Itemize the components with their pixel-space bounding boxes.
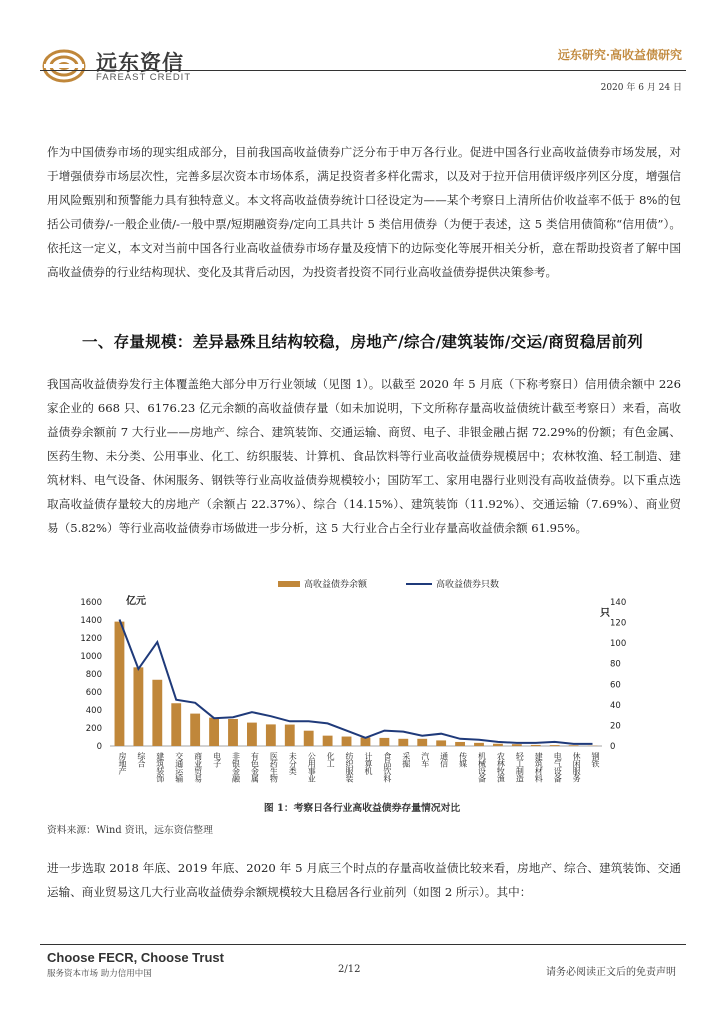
footer-slogan: 服务资本市场 助力信用中国 (47, 969, 152, 979)
footer-divider (40, 944, 686, 945)
logo-chinese-name: 远东资信 (96, 51, 184, 75)
category-label: 综合 (136, 752, 146, 767)
footer-brand: Choose FECR, Choose Trust (47, 950, 224, 965)
right-axis-tick-label: 40 (610, 700, 621, 711)
legend-label-count: 高收益债券只数 (436, 580, 500, 590)
left-axis-tick-label: 1000 (80, 652, 102, 662)
stock-scale-paragraph: 我国高收益债券发行主体覆盖绝大部分申万行业领域（见图 1）。以截至 2020 年 5 月底（下称考察日）信用债余额中 226 家企业的 668 只、6176.23 亿元余额的高收益债存量（如未加说明，下文所称存量高收益债统计截至考察日）来看，高收益债券余额前 7 大行业——房地产、综合、建筑装饰、交通运输、商贸、电子、非银金融占据 72.29%的份额；有色金属、医药生物、未分类、公用事业、化工、纺织服装、计算机、食品饮料等行业高收益债券规模居中；农林牧渔、轻工制造、建筑材料、电气设备、休闲服务、钢铁等行业高收益债券规模较小；国防军工、家用电器行业则没有高收益债券。以下重点选取高收益债存量较大的房地产（余额占 22.37%）、综合（14.15%）、建筑装饰（11.92%）、交通运输（7.69%）、商业贸易（5.82%）等行业高收益债券市场做进一步分析，这 5 大行业合占全行业存量高收益债余额 61.95%。 (47, 377, 681, 535)
left-axis-tick-label: 0 (96, 742, 102, 752)
fareast-logo-icon (42, 44, 90, 86)
page-number: 2/12 (338, 964, 361, 975)
category-label: 休闲服务 (572, 752, 582, 782)
logo-english-name: FAREAST CREDIT (96, 72, 192, 83)
left-axis-tick-label: 600 (85, 688, 102, 698)
category-label: 未分类 (288, 752, 298, 775)
legend-label-balance: 高收益债券余额 (304, 580, 368, 590)
bar-balance (247, 723, 257, 746)
bar-balance (115, 622, 125, 746)
company-logo (42, 44, 242, 86)
comparison-paragraph: 进一步选取 2018 年底、2019 年底、2020 年 5 月底三个时点的存量高收益债比较来看，房地产、综合、建筑装饰、交通运输、商业贸易这几大行业高收益债券余额规模较大且稳居各行业前列（如图 2 所示）。其中： (47, 861, 681, 899)
bar-balance (228, 719, 238, 746)
header-divider (40, 70, 686, 71)
bar-balance (474, 743, 484, 746)
category-label: 传媒 (458, 752, 468, 767)
section-heading: 一、存量规模：差异悬殊且结构较稳，房地产/综合/建筑装饰/交运/商贸稳居前列 (82, 332, 644, 351)
category-label: 钢铁 (591, 752, 601, 767)
report-series-title: 远东研究·高收益债研究 (557, 48, 682, 62)
category-label: 计算机 (363, 752, 373, 775)
bar-balance (569, 745, 579, 746)
right-axis-tick-label: 60 (610, 680, 621, 691)
bar-balance (512, 744, 522, 746)
category-label: 房地产 (117, 752, 127, 775)
legend-swatch-balance (278, 581, 300, 587)
category-label: 非银金融 (231, 752, 241, 782)
bar-balance (493, 744, 503, 746)
left-axis-unit: 亿元 (126, 596, 146, 607)
category-label: 电气设备 (553, 752, 563, 782)
bar-balance (133, 667, 143, 746)
left-axis-tick-label: 1200 (80, 634, 102, 644)
left-axis-tick-label: 800 (85, 670, 102, 680)
left-axis-tick-label: 1400 (80, 616, 102, 626)
right-axis-tick-label: 80 (610, 659, 621, 670)
bar-balance (550, 745, 560, 746)
category-label: 食品饮料 (382, 752, 392, 782)
bar-balance (209, 718, 219, 746)
bar-balance (417, 739, 427, 746)
category-label: 机械设备 (477, 752, 487, 782)
bar-balance (436, 740, 446, 746)
right-axis-unit: 只 (600, 608, 610, 619)
right-axis-tick-label: 140 (610, 598, 627, 608)
right-axis-tick-label: 100 (610, 639, 627, 650)
category-label: 交通运输 (174, 752, 184, 782)
right-axis-tick-label: 120 (610, 618, 627, 629)
category-label: 公用事业 (307, 752, 317, 782)
category-label: 电子 (212, 752, 222, 767)
category-label: 农林牧渔 (496, 752, 506, 782)
bar-balance (398, 739, 408, 746)
bar-balance (285, 725, 295, 746)
category-label: 建筑材料 (534, 752, 544, 782)
bar-balance (304, 731, 314, 746)
bar-balance (190, 714, 200, 746)
category-label: 有色金属 (250, 752, 260, 782)
right-axis-tick-label: 20 (610, 721, 621, 732)
bar-balance (455, 742, 465, 746)
bar-balance (152, 680, 162, 746)
report-date: 2020 年 6 月 24 日 (600, 83, 682, 93)
bar-balance (531, 745, 541, 746)
category-label: 采掘 (401, 752, 411, 767)
bar-balance (171, 703, 181, 746)
bar-balance (342, 737, 352, 746)
industry-high-yield-chart (40, 572, 690, 810)
intro-paragraph: 作为中国债券市场的现实组成部分，目前我国高收益债券广泛分布于申万各行业。促进中国各行业高收益债券市场发展，对于增强债券市场层次性，完善多层次资本市场体系，满足投资者多样化需求，以及对于拉开信用债评级序列区分度，增强信用风险甄别和预警能力具有独特意义。本文将高收益债券统计口径设定为——某个考察日上清所估价收益率不低于 8%的包括公司债券/-一般企业债/-一般中票/短期融资券/定向工具共计 5 类信用债券（为便于表述，这 5 类信用债简称“信用债”）。依托这一定义，本文对当前中国各行业高收益债券市场存量及疫情下的边际变化等展开相关分析，意在帮助投资者了解中国高收益债券的行业结构现状、变化及其背后动因，为投资者投资不同行业高收益债券提供决策参考。 (47, 145, 681, 279)
category-label: 纺织服装 (345, 752, 355, 782)
chart-caption: 图 1：考察日各行业高收益债券存量情况对比 (263, 803, 461, 814)
category-label: 汽车 (420, 752, 430, 767)
footer-disclaimer: 请务必阅读正文后的免责声明 (546, 967, 676, 978)
category-label: 建筑装饰 (155, 752, 165, 782)
left-axis-tick-label: 200 (85, 724, 102, 734)
category-label: 轻工制造 (515, 752, 525, 782)
bar-balance (266, 724, 276, 746)
bar-balance (323, 736, 333, 746)
left-axis-tick-label: 400 (85, 706, 102, 716)
left-axis-tick-label: 1600 (80, 598, 102, 608)
bar-balance (379, 738, 389, 746)
data-source: 资料来源：Wind 资讯，远东资信整理 (47, 825, 213, 836)
category-label: 医药生物 (269, 752, 279, 782)
category-label: 通信 (439, 752, 449, 767)
category-label: 商业贸易 (193, 752, 203, 782)
category-label: 化工 (326, 752, 336, 767)
right-axis-tick-label: 0 (610, 742, 616, 752)
